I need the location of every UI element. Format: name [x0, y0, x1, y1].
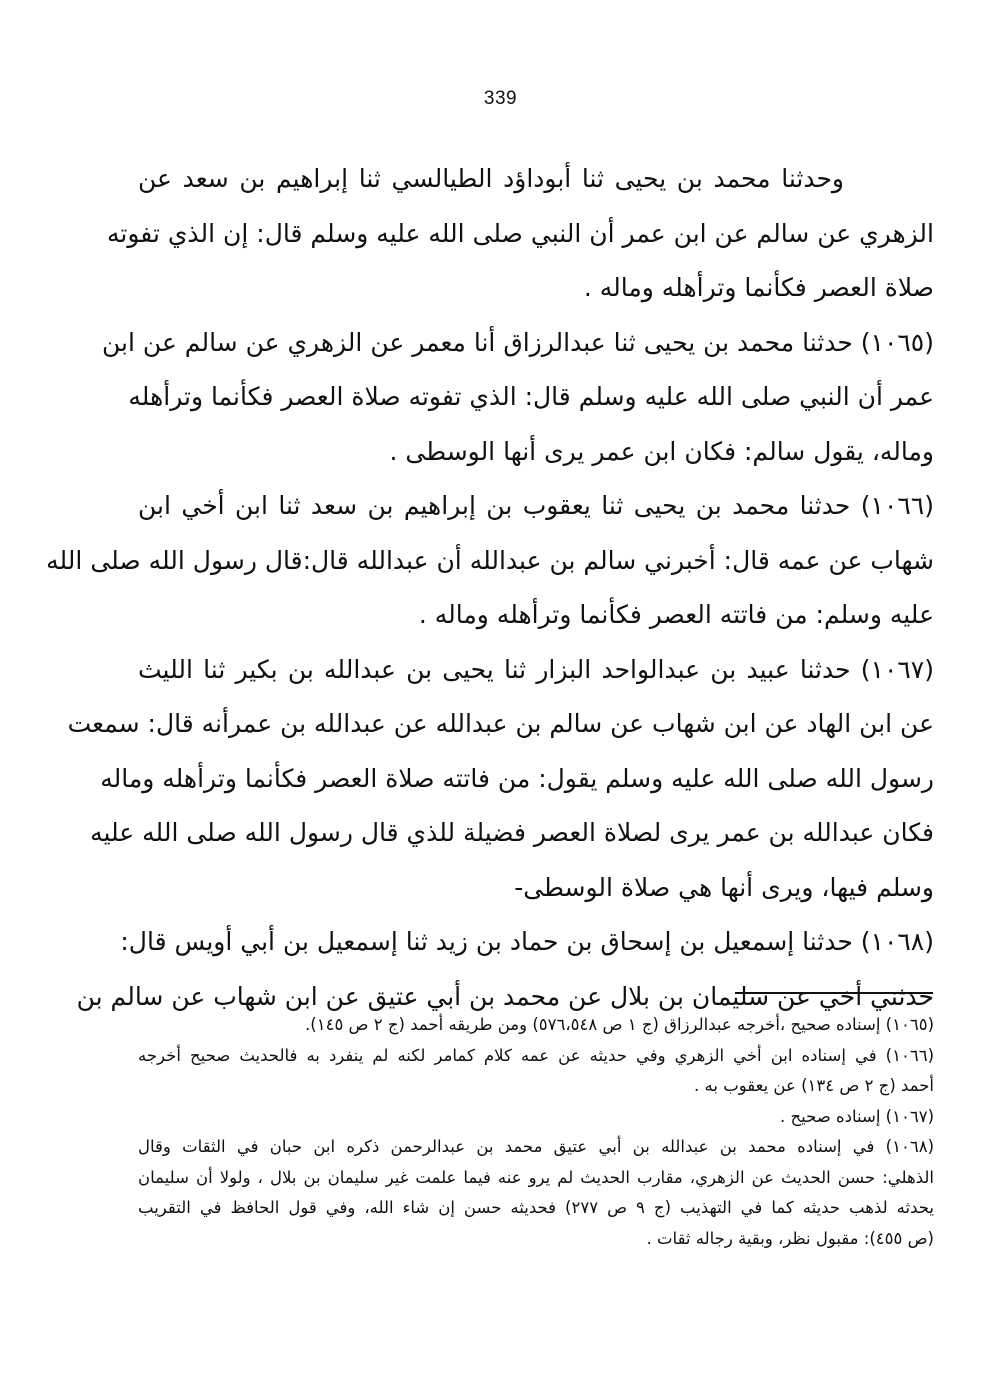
- body-line: عليه وسلم: من فاتته العصر فكأنما وترأهله وماله .: [418, 600, 934, 629]
- footnote-line: الذهلي: حسن الحديث عن الزهري، مقارب الحديث لم يرو عنه فيما علمت غير سليمان بن بلال ، ولولا أن سليمان: [138, 1167, 934, 1187]
- body-line: رسول الله صلى الله عليه وسلم يقول: من فاتته صلاة العصر فكأنما وترأهله وماله: [100, 763, 934, 793]
- footnote-1065: (١٠٦٥) إسناده صحيح ،أخرجه عبدالرزاق (ج ١ ص ٥٧٦،٥٤٨) ومن طريقه أحمد (ج ٢ ص ١٤٥).: [305, 1015, 934, 1034]
- body-line: عمر أن النبي صلى الله عليه وسلم قال: الذي تفوته صلاة العصر فكأنما وترأهله: [128, 382, 934, 411]
- body-line: فكان عبدالله بن عمر يرى لصلاة العصر فضيلة للذي قال رسول الله صلى الله عليه: [90, 818, 934, 847]
- hadith-1067-line: (١٠٦٧) حدثنا عبيد بن عبدالواحد البزار ثنا يحيى بن عبدالله بن بكير ثنا الليث: [138, 654, 934, 684]
- body-line: وسلم فيها، ويرى أنها هي صلاة الوسطى-: [514, 872, 934, 902]
- footnote-separator: [735, 992, 933, 994]
- body-line: وحدثنا محمد بن يحيى ثنا أبوداؤد الطيالسي ثنا إبراهيم بن سعد عن: [138, 164, 844, 193]
- footnote-1068: (١٠٦٨) في إسناده محمد بن عبدالله بن أبي عتيق محمد بن عبدالرحمن ذكره ابن حبان في الثقات وقال: [138, 1137, 934, 1156]
- footnote-1067: (١٠٦٧) إسناده صحيح .: [779, 1106, 934, 1126]
- body-line: صلاة العصر فكأنما وترأهله وماله .: [583, 273, 934, 302]
- page-number: 339: [483, 88, 518, 109]
- body-line: الزهري عن سالم عن ابن عمر أن النبي صلى الله عليه وسلم قال: إن الذي تفوته: [107, 218, 934, 248]
- footnote-line: يحدثه لذهب حديثه كما في التهذيب (ج ٩ ص ٢٧٧) فحديثه حسن إن شاء الله، وفي قول الحافظ في التقريب: [138, 1198, 934, 1217]
- body-line: وماله، يقول سالم: فكان ابن عمر يرى أنها الوسطى .: [389, 436, 934, 466]
- body-line: شهاب عن عمه قال: أخبرني سالم بن عبدالله أن عبدالله قال:قال رسول الله صلى الله: [46, 545, 934, 575]
- hadith-body-text: [46, 152, 934, 1024]
- hadith-1066-line: (١٠٦٦) حدثنا محمد بن يحيى ثنا يعقوب بن إبراهيم بن سعد ثنا ابن أخي ابن: [138, 491, 934, 520]
- body-line: عن ابن الهاد عن ابن شهاب عن سالم بن عبدالله عن عبدالله بن عمرأنه قال: سمعت: [67, 709, 934, 738]
- hadith-1065-line: (١٠٦٥) حدثنا محمد بن يحيى ثنا عبدالرزاق أنا معمر عن الزهري عن سالم عن ابن: [102, 327, 934, 357]
- body-line: حدثني أخي عن سليمان بن بلال عن محمد بن أبي عتيق عن ابن شهاب عن سالم بن: [76, 981, 934, 1011]
- footnote-line: (ص ٤٥٥): مقبول نظر، وبقية رجاله ثقات .: [646, 1228, 934, 1248]
- footnotes: [138, 1010, 934, 1254]
- hadith-1068-line: (١٠٦٨) حدثنا إسمعيل بن إسحاق بن حماد بن زيد ثنا إسمعيل بن أبي أويس قال:: [120, 927, 934, 956]
- footnote-1066: (١٠٦٦) في إسناده ابن أخي الزهري وفي حديثه عن عمه كلام كمامر لكنه لم ينفرد به فالحديث صحيح أخرجه: [138, 1045, 934, 1065]
- footnote-line: أحمد (ج ٢ ص ١٣٤) عن يعقوب به .: [694, 1076, 934, 1095]
